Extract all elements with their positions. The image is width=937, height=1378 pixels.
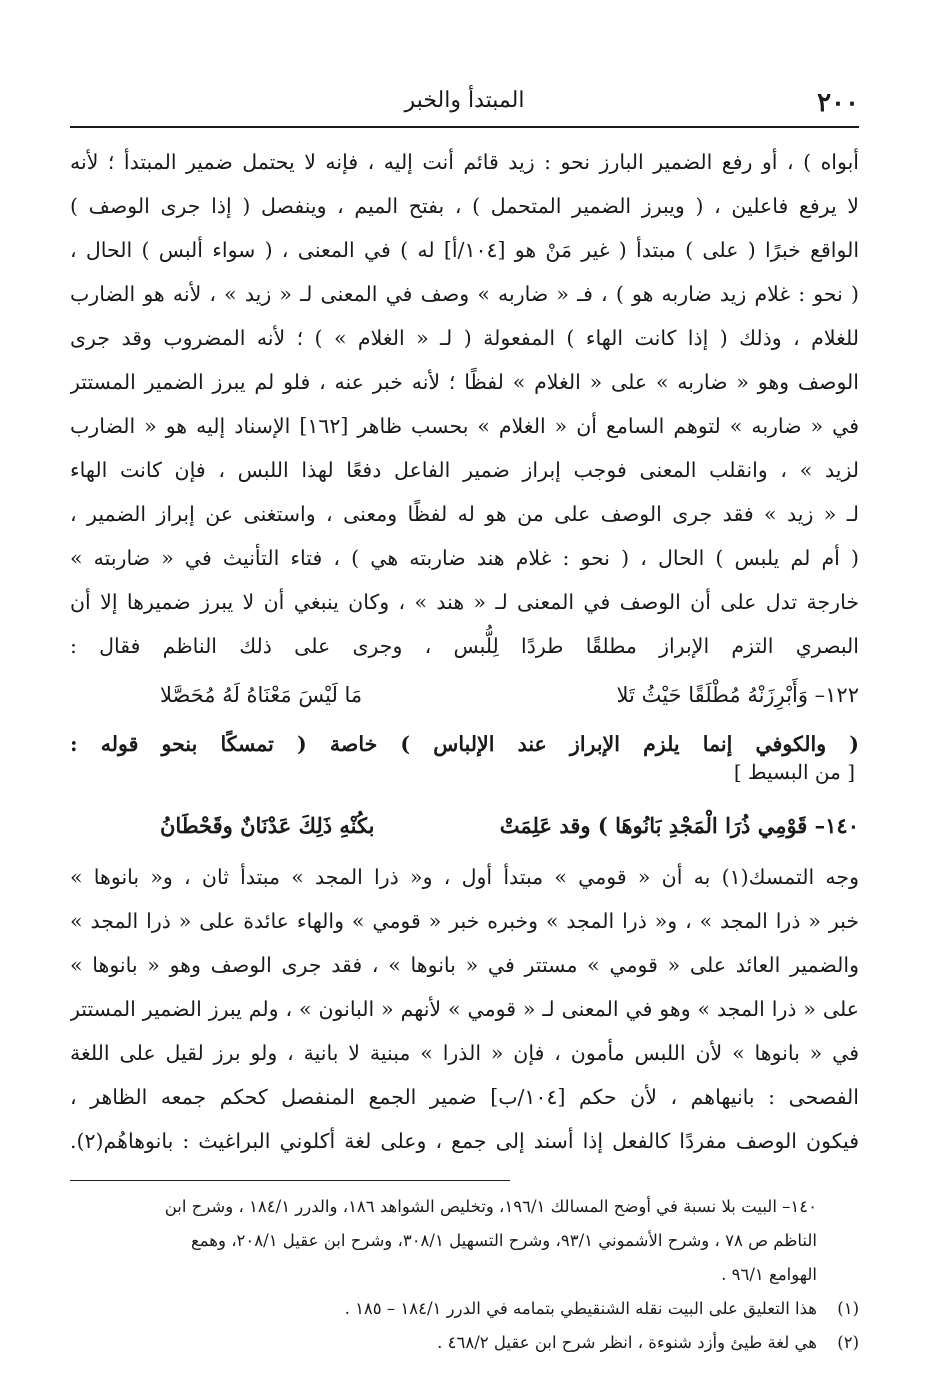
text-line: خبر « ذرا المجد » ، و« ذرا المجد » وخبره خبر « قومي » والهاء عائدة على « ذرا المجد » — [70, 909, 859, 933]
footnote-number: (٢) — [837, 1333, 859, 1352]
footnote-line — [70, 1224, 859, 1258]
text-line: فيكون الوصف مفردًا كالفعل إذا أسند إلى جمع ، وعلى لغة أكلوني البراغيث : بانوهاهُم(٢). — [70, 1129, 859, 1153]
footnote-line — [70, 1292, 859, 1326]
main-text-explanation — [70, 855, 859, 1163]
poem-verse-122 — [160, 683, 859, 707]
text-line: لا يرفع فاعلين ، ( ويبرز الضمير المتحمل ) ، بفتح الميم ، وينفصل ( إذا جرى الوصف ) — [70, 194, 859, 218]
text-line: الواقع خبرًا ( على ) مبتدأ ( غير مَنْ هو [١٠٤/أ] له ) في المعنى ، ( سواء ألبس ) الحال ، — [70, 238, 859, 262]
text-line: والضمير العائد على « قومي » مستتر في « بانوها » ، فقد جرى الوصف وهو « بانوها » — [70, 953, 859, 977]
page-header — [70, 86, 859, 128]
poem-first-hemistich: ١٤٠– قَوْمِي ذُرَا الْمَجْدِ بَانُوهَا ) وقد عَلِمَتْ — [499, 813, 859, 838]
text-line: ( والكوفي إنما يلزم الإبراز عند الإلباس ) خاصة ( تمسكًا بنحو قوله : — [70, 732, 859, 756]
main-text — [70, 140, 859, 668]
text-line: في « ضاربه » لتوهم السامع أن « الغلام » بحسب ظاهر [١٦٢] الإسناد إليه هو « الضارب — [70, 414, 859, 438]
poem-meter: [ من البسيط ] — [733, 760, 855, 784]
text-line: ( أم لم يلبس ) الحال ، ( نحو : غلام هند ضاربته هي ) ، فتاء التأنيث في « ضاربته » — [70, 546, 859, 570]
footnote-text: الناظم ص ٧٨ ، وشرح الأشموني ٩٣/١، وشرح التسهيل ٣٠٨/١، وشرح ابن عقيل ٢٠٨/١، وهمع — [190, 1231, 817, 1250]
text-line: ( نحو : غلام زيد ضاربه هو ) ، فـ « ضاربه » وصف في المعنى لـ « زيد » ، لأنه هو الضارب — [70, 282, 859, 306]
text-line: للغلام ، وذلك ( إذا كانت الهاء ) المفعولة ( لـ « الغلام » ) ؛ لأنه المضروب وقد جرى — [70, 326, 859, 350]
text-line: وجه التمسك(١) به أن « قومي » مبتدأ أول ، و« ذرا المجد » مبتدأ ثان ، و« بانوها » — [70, 865, 859, 889]
poem-second-hemistich: بكُنْهِ ذَلِكَ عَدْنَانٌ وقَحْطَانُ — [160, 813, 375, 838]
poem-first-hemistich: ١٢٢– وَأَبْرِزَنْهُ مُطْلَقًا حَيْثُ تَلا — [616, 683, 859, 707]
footnote-text: ١٤٠– البيت بلا نسبة في أوضح المسالك ١٩٦/١، وتخليص الشواهد ١٨٦، والدرر ١٨٤/١ ، وشرح ابن — [164, 1197, 817, 1216]
poem-verse-140 — [160, 813, 859, 838]
text-line: خارجة تدل على أن الوصف في المعنى لـ « هند » ، وكان ينبغي أن لا يبرز ضميرها إلا أن — [70, 590, 859, 614]
page-number: ٢٠٠ — [817, 88, 859, 118]
footnote-divider — [70, 1180, 510, 1181]
footnote-text: الهوامع ٩٦/١ . — [721, 1265, 817, 1284]
footnote-line — [70, 1190, 859, 1224]
poem-second-hemistich: مَا لَيْسَ مَعْنَاهُ لَهُ مُحَصَّلا — [160, 683, 363, 707]
footnotes — [70, 1190, 859, 1360]
footnote-line — [70, 1258, 859, 1292]
footnote-line — [70, 1326, 859, 1360]
text-line: لـ « زيد » فقد جرى الوصف على من هو له لفظًا ومعنى ، واستغنى عن إبراز الضمير ، — [70, 502, 859, 526]
text-line: في « بانوها » لأن اللبس مأمون ، فإن « الذرا » مبنية لا بانية ، ولو برز لقيل على اللغة — [70, 1041, 859, 1065]
footnote-text: هي لغة طيئ وأزد شنوءة ، انظر شرح ابن عقيل ٤٦٨/٢ . — [437, 1333, 817, 1352]
text-line: على « ذرا المجد » وهو في المعنى لـ « قومي » لأنهم « البانون » ، ولم يبرز الضمير المستتر — [70, 997, 859, 1021]
footnote-number: (١) — [837, 1299, 859, 1318]
footnote-text: هذا التعليق على البيت نقله الشنقيطي بتمامه في الدرر ١٨٤/١ – ١٨٥ . — [344, 1299, 817, 1318]
text-line: الوصف وهو « ضاربه » على « الغلام » لفظًا ؛ لأنه خبر عنه ، فلو لم يبرز الضمير المستتر — [70, 370, 859, 394]
text-line: لزيد » ، وانقلب المعنى فوجب إبراز ضمير الفاعل دفعًا لهذا اللبس ، فإن كانت الهاء — [70, 458, 859, 482]
running-title: المبتدأ والخبر — [404, 88, 525, 113]
text-line: الفصحى : بانيهاهم ، لأن حكم [١٠٤/ب] ضمير الجمع المنفصل كحكم جمعه الظاهر ، — [70, 1085, 859, 1109]
text-line: أبواه ) ، أو رفع الضمير البارز نحو : زيد قائم أنت إليه ، فإنه لا يحتمل ضمير المبتدأ ؛ لأنه — [70, 150, 859, 174]
text-line: البصري التزم الإبراز مطلقًا طردًا لِلُّبس ، وجرى على ذلك الناظم فقال : — [70, 634, 859, 658]
